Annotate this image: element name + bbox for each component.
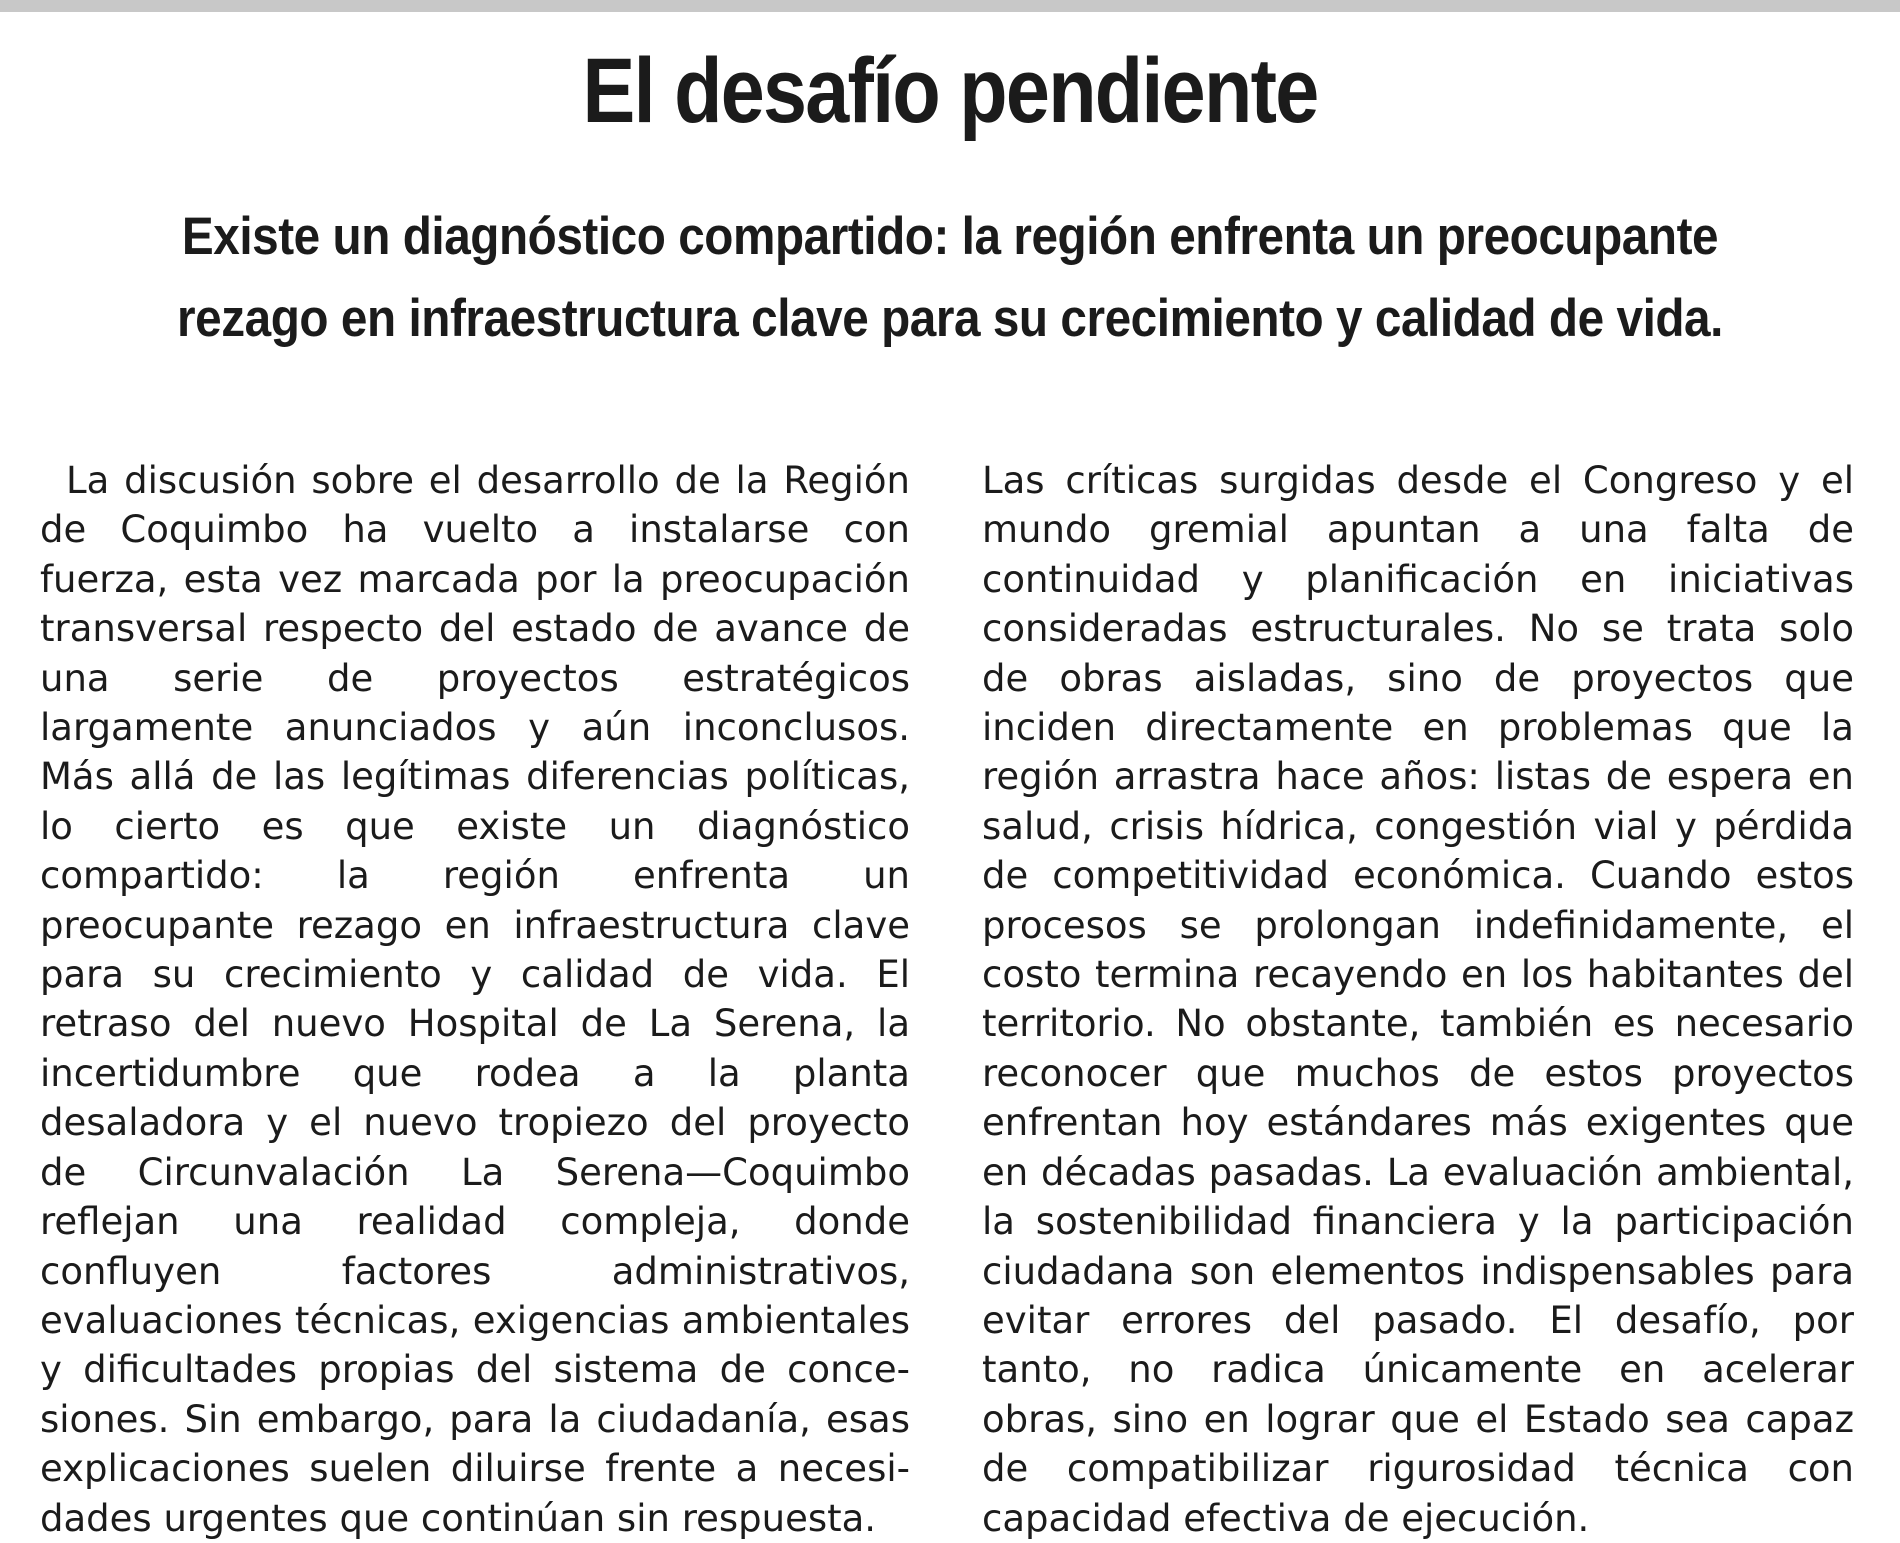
- article-column-left: La discusión sobre el desarrollo de la Región de Coquimbo ha vuelto a instalarse con fuerza, esta vez marcada por la preocupación transversal respecto del estado de avance de una serie de proyectos estratégicos largamente anunciados y aún inconclusos. Más allá de las legítimas diferencias políticas, lo cierto es que existe un diagnóstico compartido: la región enfrenta un preocupante rezago en infraestructura clave para su crecimiento y calidad de vida. El retraso del nuevo Hospital de La Serena, la incertidumbre que rodea a la planta desaladora y el nuevo tropiezo del proyecto de Circunvalación La Serena—Coquimbo reflejan una realidad compleja, donde confluyen factores administrativos, evaluaciones técnicas, exigencias ambientales y dificultades propias del sistema de concesiones. Sin embargo, para la ciudadanía, esas explicaciones suelen diluirse frente a necesidades urgentes que continúan sin respuesta.: [40, 459, 910, 1540]
- article-column-right: Las críticas surgidas desde el Congreso y el mundo gremial apuntan a una falta de continuidad y planificación en iniciativas consideradas estructurales. No se trata solo de obras aisladas, sino de proyectos que inciden directamente en problemas que la región arrastra hace años: listas de espera en salud, crisis hídrica, congestión vial y pérdida de competitividad económica. Cuando estos procesos se prolongan indefinidamente, el costo termina recayendo en los habitantes del territorio. No obstante, también es necesario reconocer que muchos de estos proyectos enfrentan hoy estándares más exigentes que en décadas pasadas. La evaluación ambiental, la sostenibilidad financiera y la participación ciudadana son elementos indispensables para evitar errores del pasado. El desafío, por tanto, no radica únicamente en acelerar obras, sino en lograr que el Estado sea capaz de compatibilizar rigurosidad técnica con capacidad efectiva de ejecución.: [982, 459, 1854, 1540]
- top-rule: [0, 0, 1900, 12]
- subheadline: Existe un diagnóstico compartido: la región enfrenta un preocupante rezago en infraestructura clave para su crecimiento y calidad de vida.: [177, 207, 1723, 348]
- headline: El desafío pendiente: [582, 40, 1318, 142]
